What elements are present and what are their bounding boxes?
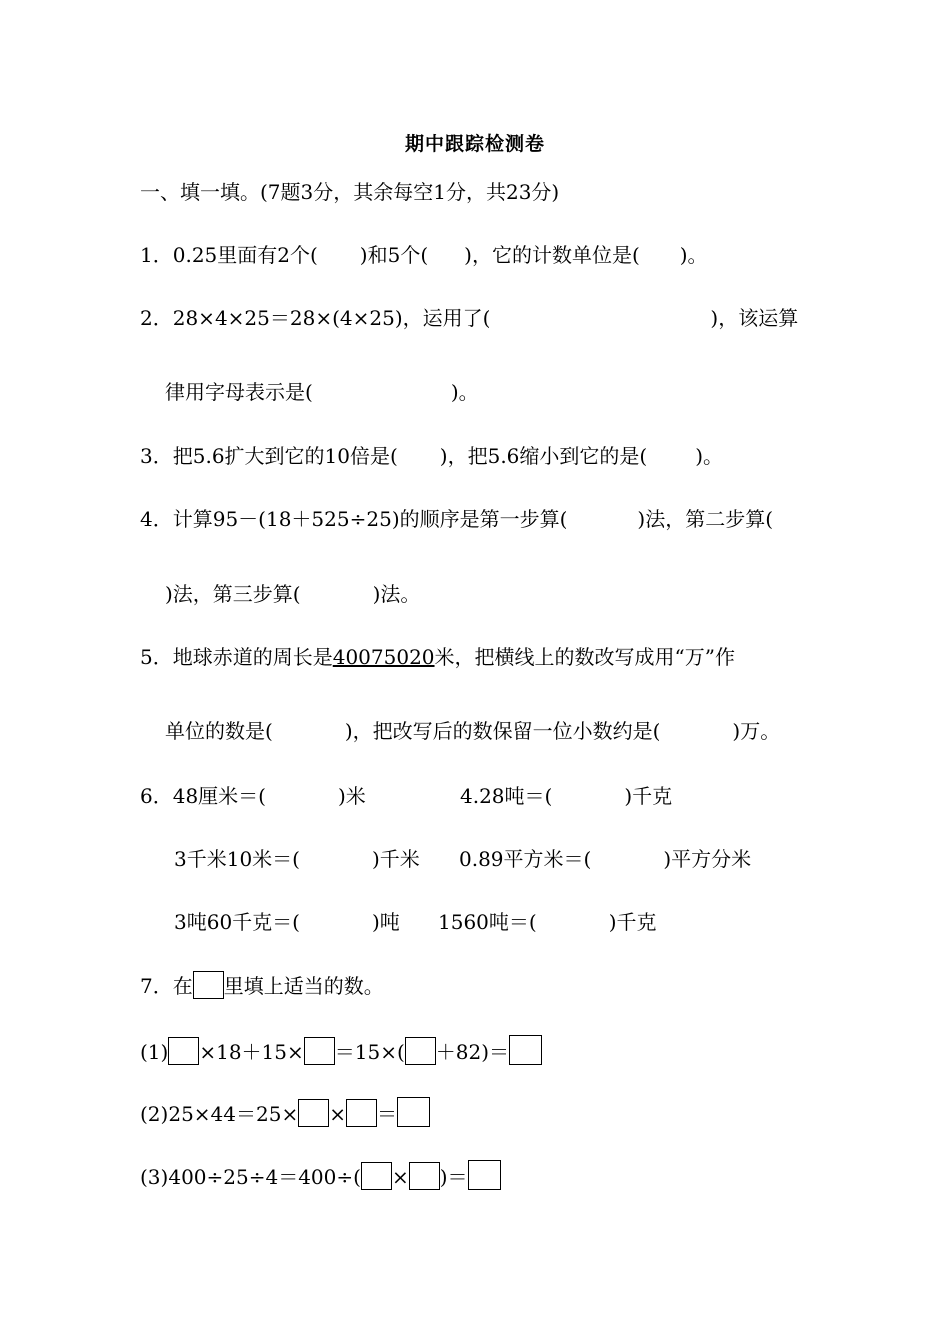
q5-number: 5． xyxy=(140,645,173,669)
q6-r3-a: 3吨60千克＝( xyxy=(174,910,300,934)
answer-box[interactable] xyxy=(468,1160,501,1190)
q3-text-c: )。 xyxy=(695,444,724,468)
question-2-cont xyxy=(165,379,479,405)
q7-p1-a: ×18＋15× xyxy=(199,1040,304,1064)
q2-text-a: 28×4×25＝28×(4×25)，运用了( xyxy=(172,306,491,330)
answer-box[interactable] xyxy=(397,1097,430,1127)
question-2 xyxy=(140,305,798,331)
q7-p1-label: (1) xyxy=(140,1040,169,1064)
q4-text-d: )法。 xyxy=(372,582,421,606)
q4-text-a: 计算95－(18＋525÷25)的顺序是第一步算( xyxy=(172,507,568,531)
q3-text-b: )，把5.6缩小到它的是( xyxy=(439,444,648,468)
q7-p2-c: ＝ xyxy=(376,1102,397,1126)
question-5 xyxy=(140,644,735,670)
answer-box[interactable] xyxy=(361,1162,392,1190)
q6-r3-b: )吨 xyxy=(371,910,400,934)
answer-box[interactable] xyxy=(304,1037,335,1065)
q3-number: 3． xyxy=(140,444,173,468)
q5-text-d: )，把改写后的数保留一位小数约是( xyxy=(344,719,661,743)
q2-text-d: )。 xyxy=(450,380,479,404)
question-4 xyxy=(140,506,773,532)
answer-box[interactable] xyxy=(405,1037,436,1065)
question-3 xyxy=(140,443,723,469)
q6-r1-c: 4.28吨＝( xyxy=(460,784,553,808)
answer-box[interactable] xyxy=(409,1162,440,1190)
q6-r2-a: 3千米10米＝( xyxy=(174,847,300,871)
question-6-row-2-right xyxy=(459,846,751,872)
page-title: 期中跟踪检测卷 xyxy=(404,133,545,155)
q6-r3-d: )千克 xyxy=(608,910,657,934)
question-7-part-1 xyxy=(140,1035,542,1065)
q3-text-a: 把5.6扩大到它的10倍是( xyxy=(172,444,398,468)
q7-p3-b: × xyxy=(391,1165,409,1189)
q7-p2-a: 25×44＝25× xyxy=(168,1102,299,1126)
question-1 xyxy=(140,242,708,268)
q1-text-b: )和5个( xyxy=(359,243,429,267)
answer-box[interactable] xyxy=(298,1099,329,1127)
q4-number: 4． xyxy=(140,507,173,531)
q5-text-c: 单位的数是( xyxy=(165,719,273,743)
q7-p3-label: (3) xyxy=(140,1165,169,1189)
q6-r1-b: )米 xyxy=(338,784,366,808)
q7-number: 7． xyxy=(140,974,173,998)
question-6-row-1-right xyxy=(460,783,672,809)
q5-text-e: )万。 xyxy=(732,719,781,743)
q1-text-a: 0.25里面有2个( xyxy=(172,243,318,267)
question-6-row-3-right xyxy=(438,909,657,935)
question-6-row-1 xyxy=(140,783,366,809)
q2-number: 2． xyxy=(140,306,173,330)
q5-text-a: 地球赤道的周长是 xyxy=(172,645,333,669)
q7-p3-c: )＝ xyxy=(439,1165,468,1189)
question-7-part-3 xyxy=(140,1160,501,1190)
answer-box[interactable] xyxy=(168,1037,199,1065)
q7-text-b: 里填上适当的数。 xyxy=(223,974,384,998)
q6-number: 6． xyxy=(140,784,173,808)
q7-p3-a: 400÷25÷4＝400÷( xyxy=(168,1165,361,1189)
answer-box-example xyxy=(193,971,224,999)
question-7 xyxy=(140,971,384,999)
q6-r1-d: )千克 xyxy=(624,784,673,808)
q5-text-b: 米，把横线上的数改写成用“万”作 xyxy=(434,645,735,669)
q6-r1-a: 48厘米＝( xyxy=(172,784,266,808)
q6-r2-b: )千米 xyxy=(371,847,420,871)
question-4-cont xyxy=(165,581,420,607)
question-6-row-3 xyxy=(174,909,400,935)
q1-text-c: )，它的计数单位是( xyxy=(464,243,640,267)
q6-r2-d: )平方分米 xyxy=(663,847,752,871)
q6-r2-c: 0.89平方米＝( xyxy=(459,847,592,871)
answer-box[interactable] xyxy=(346,1099,377,1127)
q7-p1-c: ＋82)＝ xyxy=(435,1040,510,1064)
q1-text-d: )。 xyxy=(679,243,708,267)
q2-text-b: )，该运算 xyxy=(710,306,799,330)
q4-text-c: )法，第三步算( xyxy=(165,582,301,606)
q7-p2-label: (2) xyxy=(140,1102,169,1126)
q6-r3-c: 1560吨＝( xyxy=(438,910,537,934)
q7-p2-b: × xyxy=(329,1102,346,1126)
q5-underlined-number: 40075020 xyxy=(332,645,435,669)
section-heading: 一、填一填。(7题3分，其余每空1分，共23分) xyxy=(140,180,560,204)
q2-text-c: 律用字母表示是( xyxy=(165,380,313,404)
question-7-part-2 xyxy=(140,1097,430,1127)
question-6-row-2 xyxy=(174,846,420,872)
question-5-cont xyxy=(165,718,780,744)
q4-text-b: )法，第二步算( xyxy=(637,507,774,531)
q7-p1-b: ＝15×( xyxy=(334,1040,405,1064)
answer-box[interactable] xyxy=(509,1035,542,1065)
q7-text-a: 在 xyxy=(172,974,193,998)
q1-number: 1． xyxy=(140,243,173,267)
